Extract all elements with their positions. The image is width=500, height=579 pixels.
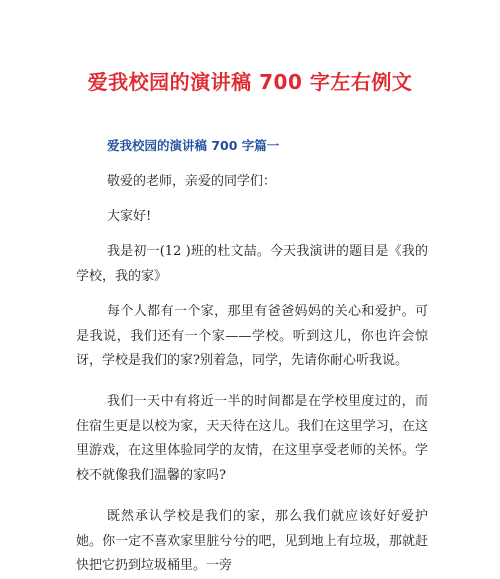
document-title: 爱我校园的演讲稿 700 字左右例文 bbox=[87, 70, 413, 94]
paragraph-greeting: 敬爱的老师，亲爱的同学们： bbox=[107, 174, 277, 189]
paragraph-hello: 大家好! bbox=[107, 209, 152, 224]
paragraph-intro: 我是初一(12 )班的杜文喆。今天我演讲的题目是《我的学校，我的家》 bbox=[76, 244, 428, 284]
section-heading: 爱我校园的演讲稿 700 字篇一 bbox=[107, 138, 280, 153]
paragraph-school-time: 我们一天中有将近一半的时间都是在学校里度过的，而住宿生更是以校为家，天天待在这儿。我们在这里学习，在这里游戏，在这里体验同学的友情，在这里享受老师的关怀。学校不就像我们温馨的家吗? bbox=[76, 394, 428, 483]
paragraph-family: 每个人都有一个家，那里有爸爸妈妈的关心和爱护。可是我说，我们还有一个家——学校。听到这儿，你也许会惊讶，学校是我们的家?别着急，同学，先请你耐心听我说。 bbox=[76, 304, 428, 368]
paragraph-protect-school: 既然承认学校是我们的家，那么我们就应该好好爱护她。你一定不喜欢家里脏兮兮的吧，见到地上有垃圾，那就赶快把它扔到垃圾桶里。一旁 bbox=[76, 509, 428, 573]
